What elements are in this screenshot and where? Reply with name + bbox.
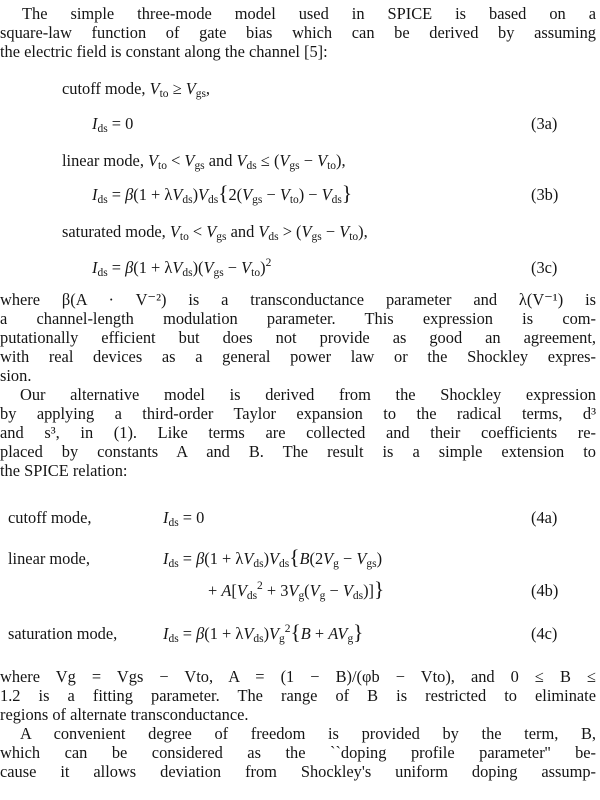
paragraph-1-line-3: the electric field is constant along the channel [5]: <box>0 42 328 61</box>
eq-4a-formula: $I_{ds} = 0$ <box>163 508 205 529</box>
eq-3-linear-condition: linear mode, $V_{to} < V_{gs}$ and $V_{ds} \le (V_{gs} - V_{to})$, <box>62 151 346 172</box>
eq-4-linear-label: linear mode, <box>8 549 90 568</box>
eq-3b-formula: $I_{ds} = \beta(1 + \lambda V_{ds})V_{ds}\{2(V_{gs} - V_{to}) - V_{ds}\}$ <box>92 181 353 206</box>
paragraph-5-line-1: A convenient degree of freedom is provided by the term, B, <box>20 724 596 743</box>
eq-3c-number: (3c) <box>531 258 558 277</box>
eq-4c-number: (4c) <box>531 624 558 643</box>
eq-3c-formula: $I_{ds} = \beta(1 + \lambda V_{ds})(V_{gs} - V_{to})^2$ <box>92 257 272 279</box>
paragraph-1-line-1: The simple three-mode model used in SPICE is based on a <box>22 4 596 23</box>
paragraph-5-line-3: cause it allows deviation from Shockley's uniform doping assump- <box>0 762 596 781</box>
paragraph-1-line-2: square-law function of gate bias which can be derived by assuming <box>0 23 596 42</box>
paragraph-2-line-1: where β(A · V⁻²) is a transconductance parameter and λ(V⁻¹) is <box>0 290 596 309</box>
eq-4b-number: (4b) <box>531 581 559 600</box>
eq-4c-formula: $I_{ds} = \beta(1 + \lambda V_{ds})V_g^2\{B + AV_g\}$ <box>163 620 364 645</box>
paragraph-2-line-3: putationally efficient but does not provide as good an agreement, <box>0 328 596 347</box>
eq-3-saturated-condition: saturated mode, $V_{to} < V_{gs}$ and $V_{ds} > (V_{gs} - V_{to})$, <box>62 222 368 243</box>
paragraph-4-line-3: regions of alternate transconductance. <box>0 705 249 724</box>
eq-4a-number: (4a) <box>531 508 558 527</box>
paragraph-3-line-3: and s³, in (1). Like terms are collected and their coefficients re- <box>0 423 596 442</box>
eq-3a-formula: $I_{ds} = 0$ <box>92 114 134 135</box>
eq-4b-formula-part-2: + $A[V_{ds}^2 + 3V_g(V_g - V_{ds})]$} <box>208 577 385 602</box>
eq-3-cutoff-condition: cutoff mode, $V_{to} \ge V_{gs}$, <box>62 79 211 100</box>
paragraph-2-line-4: with real devices as a general power law or the Shockley expres- <box>0 347 596 366</box>
eq-4-cutoff-label: cutoff mode, <box>8 508 92 527</box>
paragraph-4-line-1: where Vg = Vgs − Vto, A = (1 − B)/(φb − Vto), and 0 ≤ B ≤ <box>0 667 596 686</box>
eq-3a-number: (3a) <box>531 114 558 133</box>
paragraph-4-line-2: 1.2 is a fitting parameter. The range of B is restricted to eliminate <box>0 686 596 705</box>
paragraph-3-line-1: Our alternative model is derived from the Shockley expression <box>20 385 596 404</box>
paragraph-2-line-5: sion. <box>0 366 32 385</box>
paragraph-3-line-2: by applying a third-order Taylor expansion to the radical terms, d³ <box>0 404 596 423</box>
eq-3b-number: (3b) <box>531 185 559 204</box>
eq-4-saturation-label: saturation mode, <box>8 624 118 643</box>
paragraph-3-line-4: placed by constants A and B. The result is a simple extension to <box>0 442 596 461</box>
paragraph-5-line-2: which can be considered as the ``doping profile parameter'' be- <box>0 743 596 762</box>
paragraph-3-line-5: the SPICE relation: <box>0 461 128 480</box>
paragraph-2-line-2: a channel-length modulation parameter. This expression is com- <box>0 309 596 328</box>
eq-4b-formula-part-1: $I_{ds} = \beta(1 + \lambda V_{ds})V_{ds}\{B(2V_g - V_{gs})$ <box>163 545 383 570</box>
